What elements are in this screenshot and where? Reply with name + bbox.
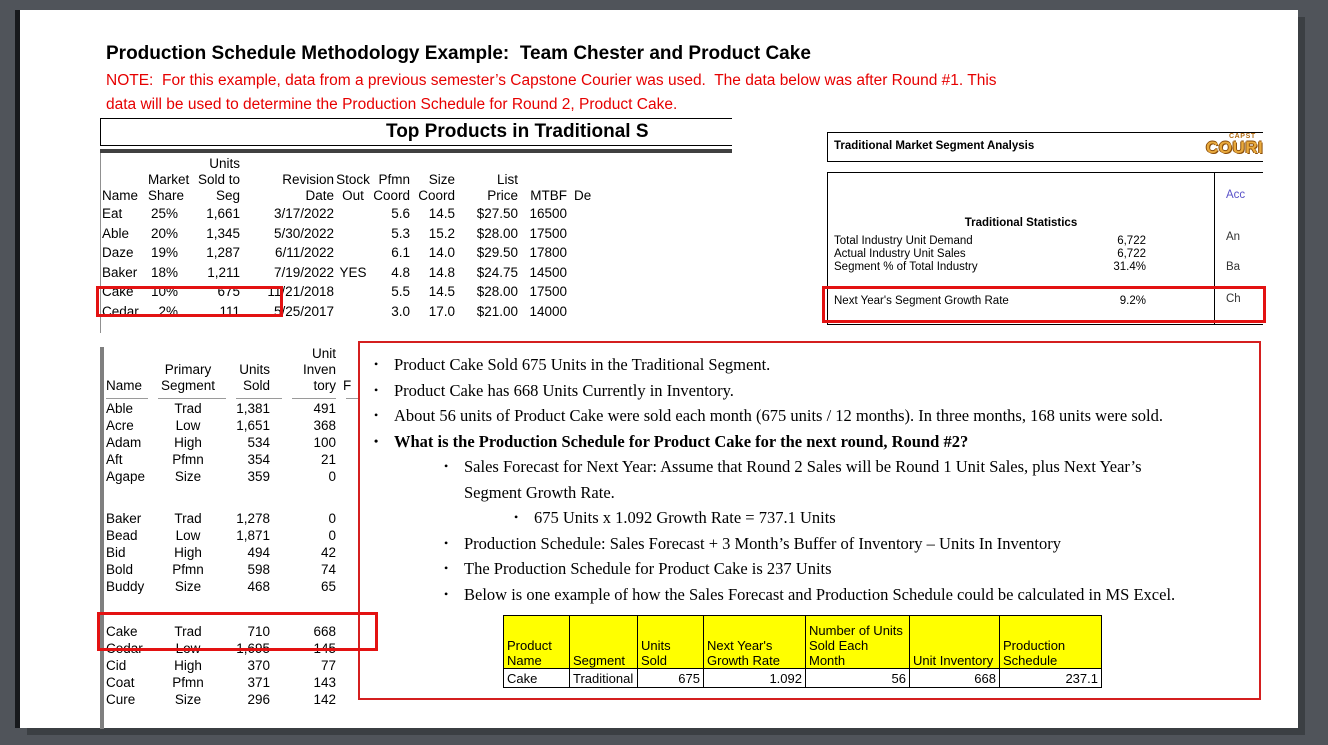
- excel-header-cell: Next Year's Growth Rate: [704, 616, 806, 669]
- excel-header-cell: Number of Units Sold Each Month: [806, 616, 910, 669]
- excel-cell: 237.1: [1000, 669, 1102, 688]
- highlight-box-cake-production: [97, 612, 378, 651]
- traditional-statistics-title: Traditional Statistics: [964, 217, 1078, 229]
- table-row: Cid High 370 77: [106, 658, 336, 673]
- col-market: Market: [148, 172, 190, 187]
- table-row: Able Trad 1,381 491: [106, 401, 336, 416]
- excel-header-cell: Product Name: [504, 616, 570, 669]
- table-row: Cedar Low 1,695 145: [106, 641, 336, 656]
- excel-header-cell: Segment: [570, 616, 638, 669]
- col-stock: Stock: [336, 172, 370, 187]
- col-revision: Revision: [282, 172, 334, 187]
- excel-cell: Traditional: [570, 669, 638, 688]
- bullet-subsubitem: • 675 Units x 1.092 Growth Rate = 737.1 Units: [514, 505, 1249, 531]
- col-list: List: [496, 172, 518, 187]
- bullet-icon: •: [444, 561, 449, 575]
- note-text-line2: data will be used to determine the Production Schedule for Round 2, Product Cake.: [106, 96, 678, 113]
- table-row-cake: Cake 10% 675 11/21/2018 5.5 14.5 $28.00 17500: [102, 284, 567, 299]
- bullet-subitem: • Below is one example of how the Sales Forecast and Production Schedule could be calculated in MS Excel.: [444, 582, 1249, 608]
- table-row: Cedar 2% 111 5/25/2017 3.0 17.0 $21.00 14000: [102, 303, 567, 319]
- col-dec: De: [574, 188, 592, 203]
- col-size: Size: [428, 172, 455, 187]
- table-header-row: Primary Units Inven: [164, 362, 336, 377]
- side-label-ch: Ch: [1226, 293, 1241, 305]
- bullet-icon: •: [444, 586, 449, 601]
- col-soldto: Sold to: [197, 172, 240, 187]
- side-label-ba: Ba: [1226, 261, 1241, 273]
- bullet-icon: •: [374, 357, 379, 371]
- excel-cell: 675: [638, 669, 704, 688]
- table-row: Adam High 534 100: [106, 435, 336, 450]
- table-row: Cure Size 296 142: [106, 692, 336, 707]
- slide-page: [20, 10, 1298, 728]
- excel-example-table: [503, 615, 1102, 688]
- segment-analysis-header: [827, 132, 1263, 162]
- excel-header-cell: Unit Inventory: [910, 616, 1000, 669]
- highlight-box-cake-top-products: [96, 286, 283, 317]
- table-row: Agape Size 359 0: [106, 469, 336, 484]
- table-row: Coat Pfmn 371 143: [106, 675, 336, 690]
- bullet-icon: •: [374, 433, 379, 448]
- col-pfmn: Pfmn: [378, 172, 410, 187]
- note-text-line1: NOTE: For this example, data from a previous semester’s Capstone Courier was used. The data below was after Round #1. This: [106, 72, 997, 89]
- table-header-row: Name Segment Sold tory F: [106, 378, 352, 393]
- col-date: Date: [305, 188, 334, 203]
- table-header-row: Unit: [311, 346, 336, 361]
- bullet-subitem: • Production Schedule: Sales Forecast + 3 Month’s Buffer of Inventory – Units In Inventory: [444, 531, 1249, 557]
- table-row: Bid High 494 42: [106, 545, 336, 560]
- top-products-title-box: [100, 118, 732, 146]
- col-mtbf: MTBF: [530, 188, 567, 203]
- excel-cell: 56: [806, 669, 910, 688]
- bullet-list: [360, 343, 1259, 607]
- table-row: Baker 18% 1,211 7/19/2022 YES 4.8 14.8 $24.75 14500: [102, 264, 567, 280]
- col-price: Price: [487, 188, 518, 203]
- bullet-subitem: • The Production Schedule for Product Cake is 237 Units: [444, 556, 1249, 582]
- excel-cell: Cake: [504, 669, 570, 688]
- excel-cell: 668: [910, 669, 1000, 688]
- table-row: Daze 19% 1,287 6/11/2022 6.1 14.0 $29.50 17800: [102, 245, 567, 260]
- side-label-an: An: [1226, 231, 1241, 243]
- excel-header-cell: Production Schedule: [1000, 616, 1102, 669]
- table-header-row: [102, 156, 605, 172]
- table-row-cake: Cake Trad 710 668: [106, 624, 336, 639]
- table-row: Baker Trad 1,278 0: [106, 511, 336, 526]
- excel-cell: 1.092: [704, 669, 806, 688]
- bullet-item: • About 56 units of Product Cake were sold each month (675 units / 12 months). In three months, 168 units were sold.: [374, 403, 1249, 429]
- capstone-courier-logo: COURI: [1206, 138, 1263, 157]
- segment-analysis-title: Traditional Market Segment Analysis: [834, 140, 1035, 152]
- bullet-item: • Product Cake Sold 675 Units in the Traditional Segment.: [374, 352, 1249, 378]
- bullet-icon: •: [374, 408, 379, 422]
- excel-data-row: [504, 669, 1102, 688]
- capstone-logo-small-text: CAPST: [1229, 133, 1256, 140]
- bullet-icon: •: [514, 510, 519, 524]
- col-units: Units: [209, 156, 240, 171]
- table-left-bar: [100, 347, 104, 729]
- table-row: Buddy Size 468 65: [106, 579, 336, 594]
- segment-statistics-box: Traditional Statistics Total Industry Unit Demand 6,722 Actual Industry Unit Sales 6,722 Segment % of Total Industry 31.4% Next Year's Segment Growth Rate 9.2% Acc An Ba Ch: [827, 172, 1263, 325]
- excel-header-cell: Units Sold: [638, 616, 704, 669]
- side-link-acc: Acc: [1226, 189, 1246, 201]
- table-row: Eat 25% 1,661 3/17/2022 5.6 14.5 $27.50 16500: [102, 206, 567, 221]
- col-share: Share: [148, 188, 185, 203]
- top-products-title: Top Products in Traditional S: [386, 121, 649, 142]
- highlight-box-growth-rate: [822, 286, 1266, 323]
- bullet-icon: •: [444, 459, 449, 473]
- bullet-item-question: • What is the Production Schedule for Product Cake for the next round, Round #2?: [374, 429, 1249, 455]
- bullet-icon: •: [444, 535, 449, 550]
- table-row: Bold Pfmn 598 74: [106, 562, 336, 577]
- table-row: Acre Low 1,651 368: [106, 418, 336, 433]
- bullet-icon: •: [374, 382, 379, 397]
- col-out: Out: [342, 188, 364, 203]
- production-table-body: [106, 346, 366, 708]
- bullet-subitem: • Sales Forecast for Next Year: Assume that Round 2 Sales will be Round 1 Unit Sales, plus Next Year’s Segment Growth Rate.: [444, 454, 1249, 505]
- col-seg: Seg: [215, 188, 240, 203]
- page-title: Production Schedule Methodology Example: Team Chester and Product Cake: [106, 43, 811, 64]
- table-row: Aft Pfmn 354 21: [106, 452, 336, 467]
- table-header-row: [102, 172, 605, 188]
- table-row: Able 20% 1,345 5/30/2022 5.3 15.2 $28.00 17500: [102, 225, 567, 241]
- excel-header-row: [504, 616, 1102, 669]
- table-divider-bar: [100, 149, 732, 153]
- explanation-box: [358, 341, 1261, 700]
- col-name: Name: [102, 188, 139, 203]
- table-header-row: [102, 188, 605, 204]
- bullet-item: • Product Cake has 668 Units Currently in Inventory.: [374, 378, 1249, 404]
- col-coord2: Coord: [418, 188, 455, 203]
- col-coord: Coord: [373, 188, 410, 203]
- table-row: Bead Low 1,871 0: [106, 528, 336, 543]
